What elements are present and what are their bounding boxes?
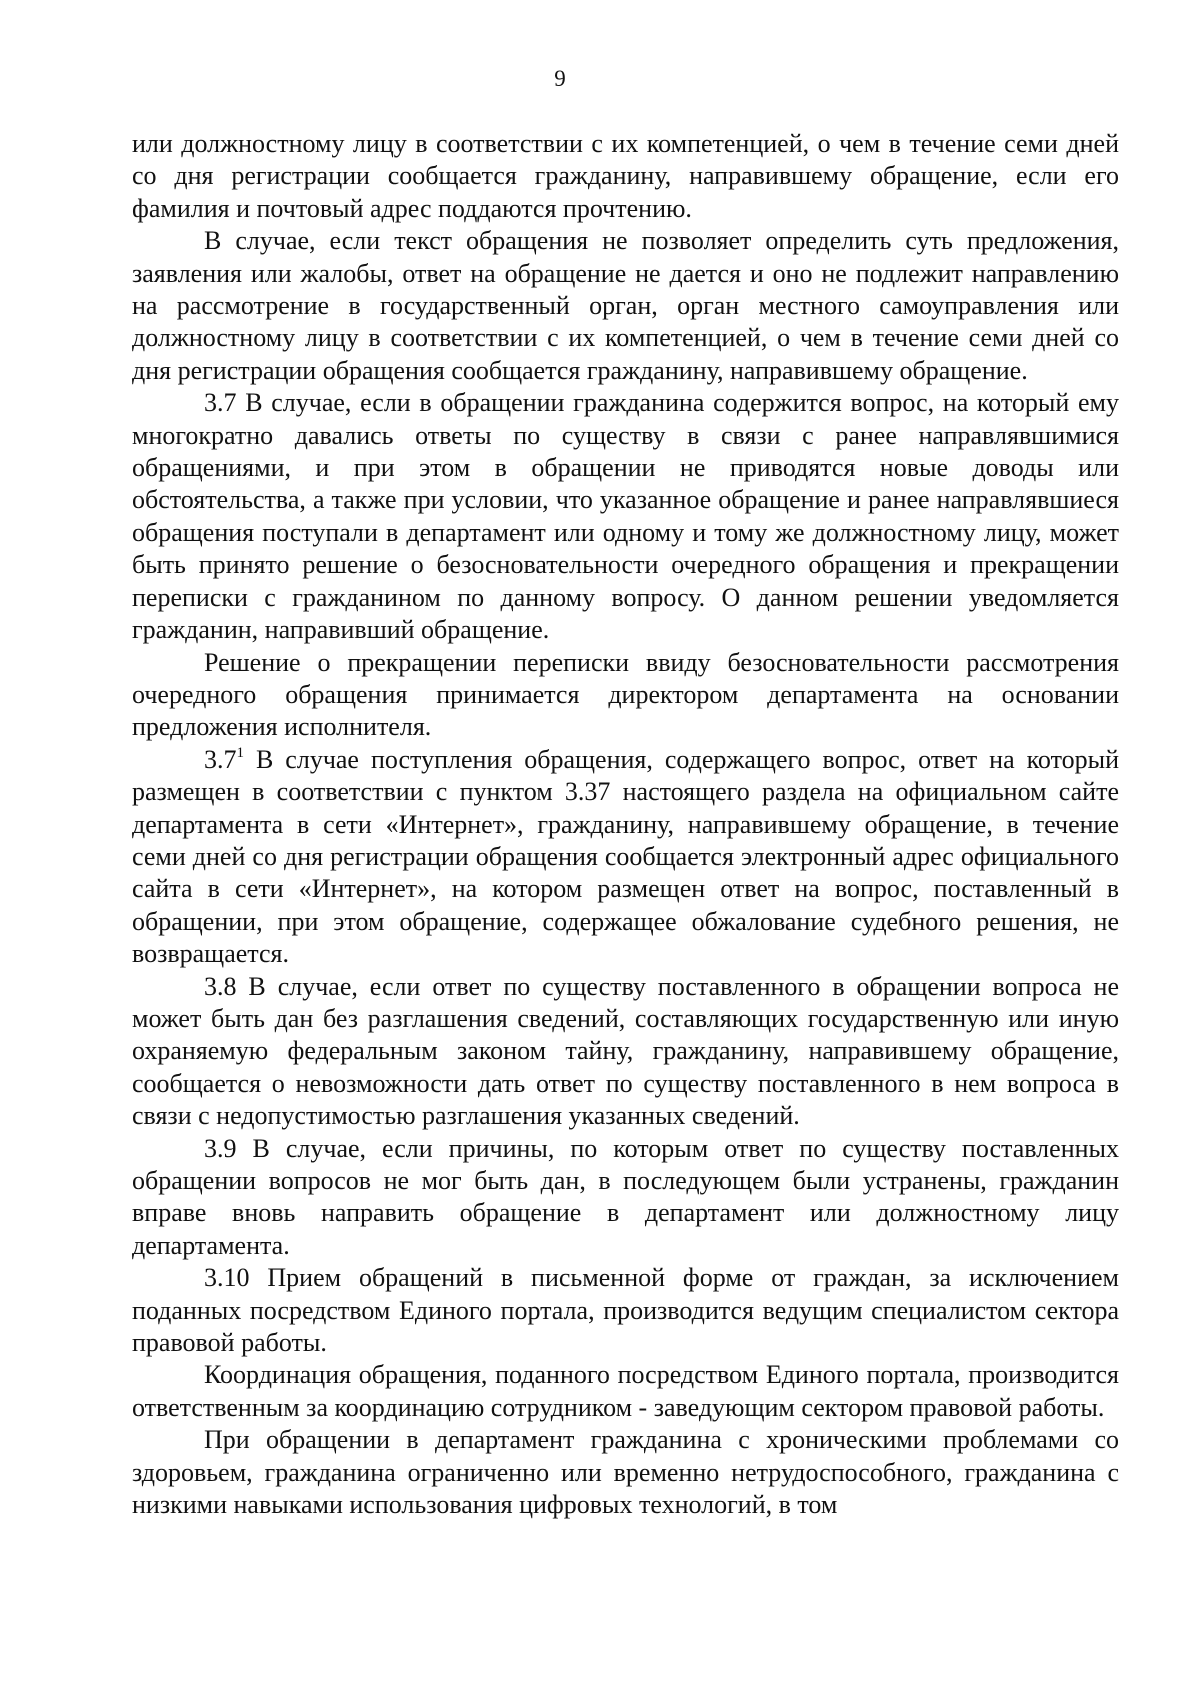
clause-text: В случае поступления обращения, содержащего вопрос, ответ на который размещен в соответствии с пунктом 3.37 настоящего раздела на официальном сайте департамента в сети «Интернет», гражданину, направившему обращение, в течение семи дней со дня регистрации обращения сообщается электронный адрес официального сайта в сети «Интернет», на котором размещен ответ на вопрос, поставленный в обращении, при этом обращение, содержащее обжалование судебного решения, не возвращается. [132, 744, 1119, 969]
paragraph-3-7-1 [132, 744, 1119, 971]
paragraph-coordination: Координация обращения, поданного посредством Единого портала, производится ответственным за координацию сотрудником - заведующим сектором правовой работы. [132, 1360, 1119, 1422]
paragraph-3-7: 3.7 В случае, если в обращении гражданина содержится вопрос, на который ему многократно давались ответы по существу в связи с ранее направлявшимися обращениями, и при этом в обращении не приводятся новые доводы или обстоятельства, а также при условии, что указанное обращение и ранее направлявшиеся обращения поступали в департамент или одному и тому же должностному лицу, может быть принято решение о безосновательности очередного обращения и прекращении переписки с гражданином по данному вопросу. О данном решении уведомляется гражданин, направивший обращение. [132, 388, 1119, 645]
paragraph-health-problems: При обращении в департамент гражданина с хроническими проблемами со здоровьем, гражданина ограниченно или временно нетрудоспособного, гражданина с низкими навыками использования цифровых технологий, в том [132, 1425, 1119, 1520]
paragraph-3-10: 3.10 Прием обращений в письменной форме от граждан, за исключением поданных посредством Единого портала, производится ведущим специалистом сектора правовой работы. [132, 1263, 1119, 1358]
document-body [132, 128, 1119, 1521]
paragraph-3-8: 3.8 В случае, если ответ по существу поставленного в обращении вопроса не может быть дан без разглашения сведений, составляющих государственную или иную охраняемую федеральным законом тайну, гражданину, направившему обращение, сообщается о невозможности дать ответ по существу поставленного в нем вопроса в связи с недопустимостью разглашения указанных сведений. [132, 971, 1119, 1131]
clause-number: 3.7 [204, 744, 237, 774]
page-number: 9 [554, 66, 566, 91]
paragraph-continuation: или должностному лицу в соответствии с их компетенцией, о чем в течение семи дней со дня регистрации сообщается гражданину, направившему обращение, если его фамилия и почтовый адрес поддаются прочтению. [132, 129, 1119, 223]
paragraph-3-9: 3.9 В случае, если причины, по которым ответ по существу поставленных обращении вопросов не мог быть дан, в последующем были устранены, гражданин вправе вновь направить обращение в департамент или должностному лицу департамента. [132, 1133, 1119, 1260]
paragraph-decision: Решение о прекращении переписки ввиду безосновательности рассмотрения очередного обращения принимается директором департамента на основании предложения исполнителя. [132, 647, 1119, 742]
clause-superscript: 1 [236, 744, 244, 761]
paragraph-unreadable-text: В случае, если текст обращения не позволяет определить суть предложения, заявления или жалобы, ответ на обращение не дается и оно не подлежит направлению на рассмотрение в государственный орган, орган местного самоуправления или должностному лицу в соответствии с их компетенцией, о чем в течение семи дней со дня регистрации обращения сообщается гражданину, направившему обращение. [132, 226, 1119, 385]
